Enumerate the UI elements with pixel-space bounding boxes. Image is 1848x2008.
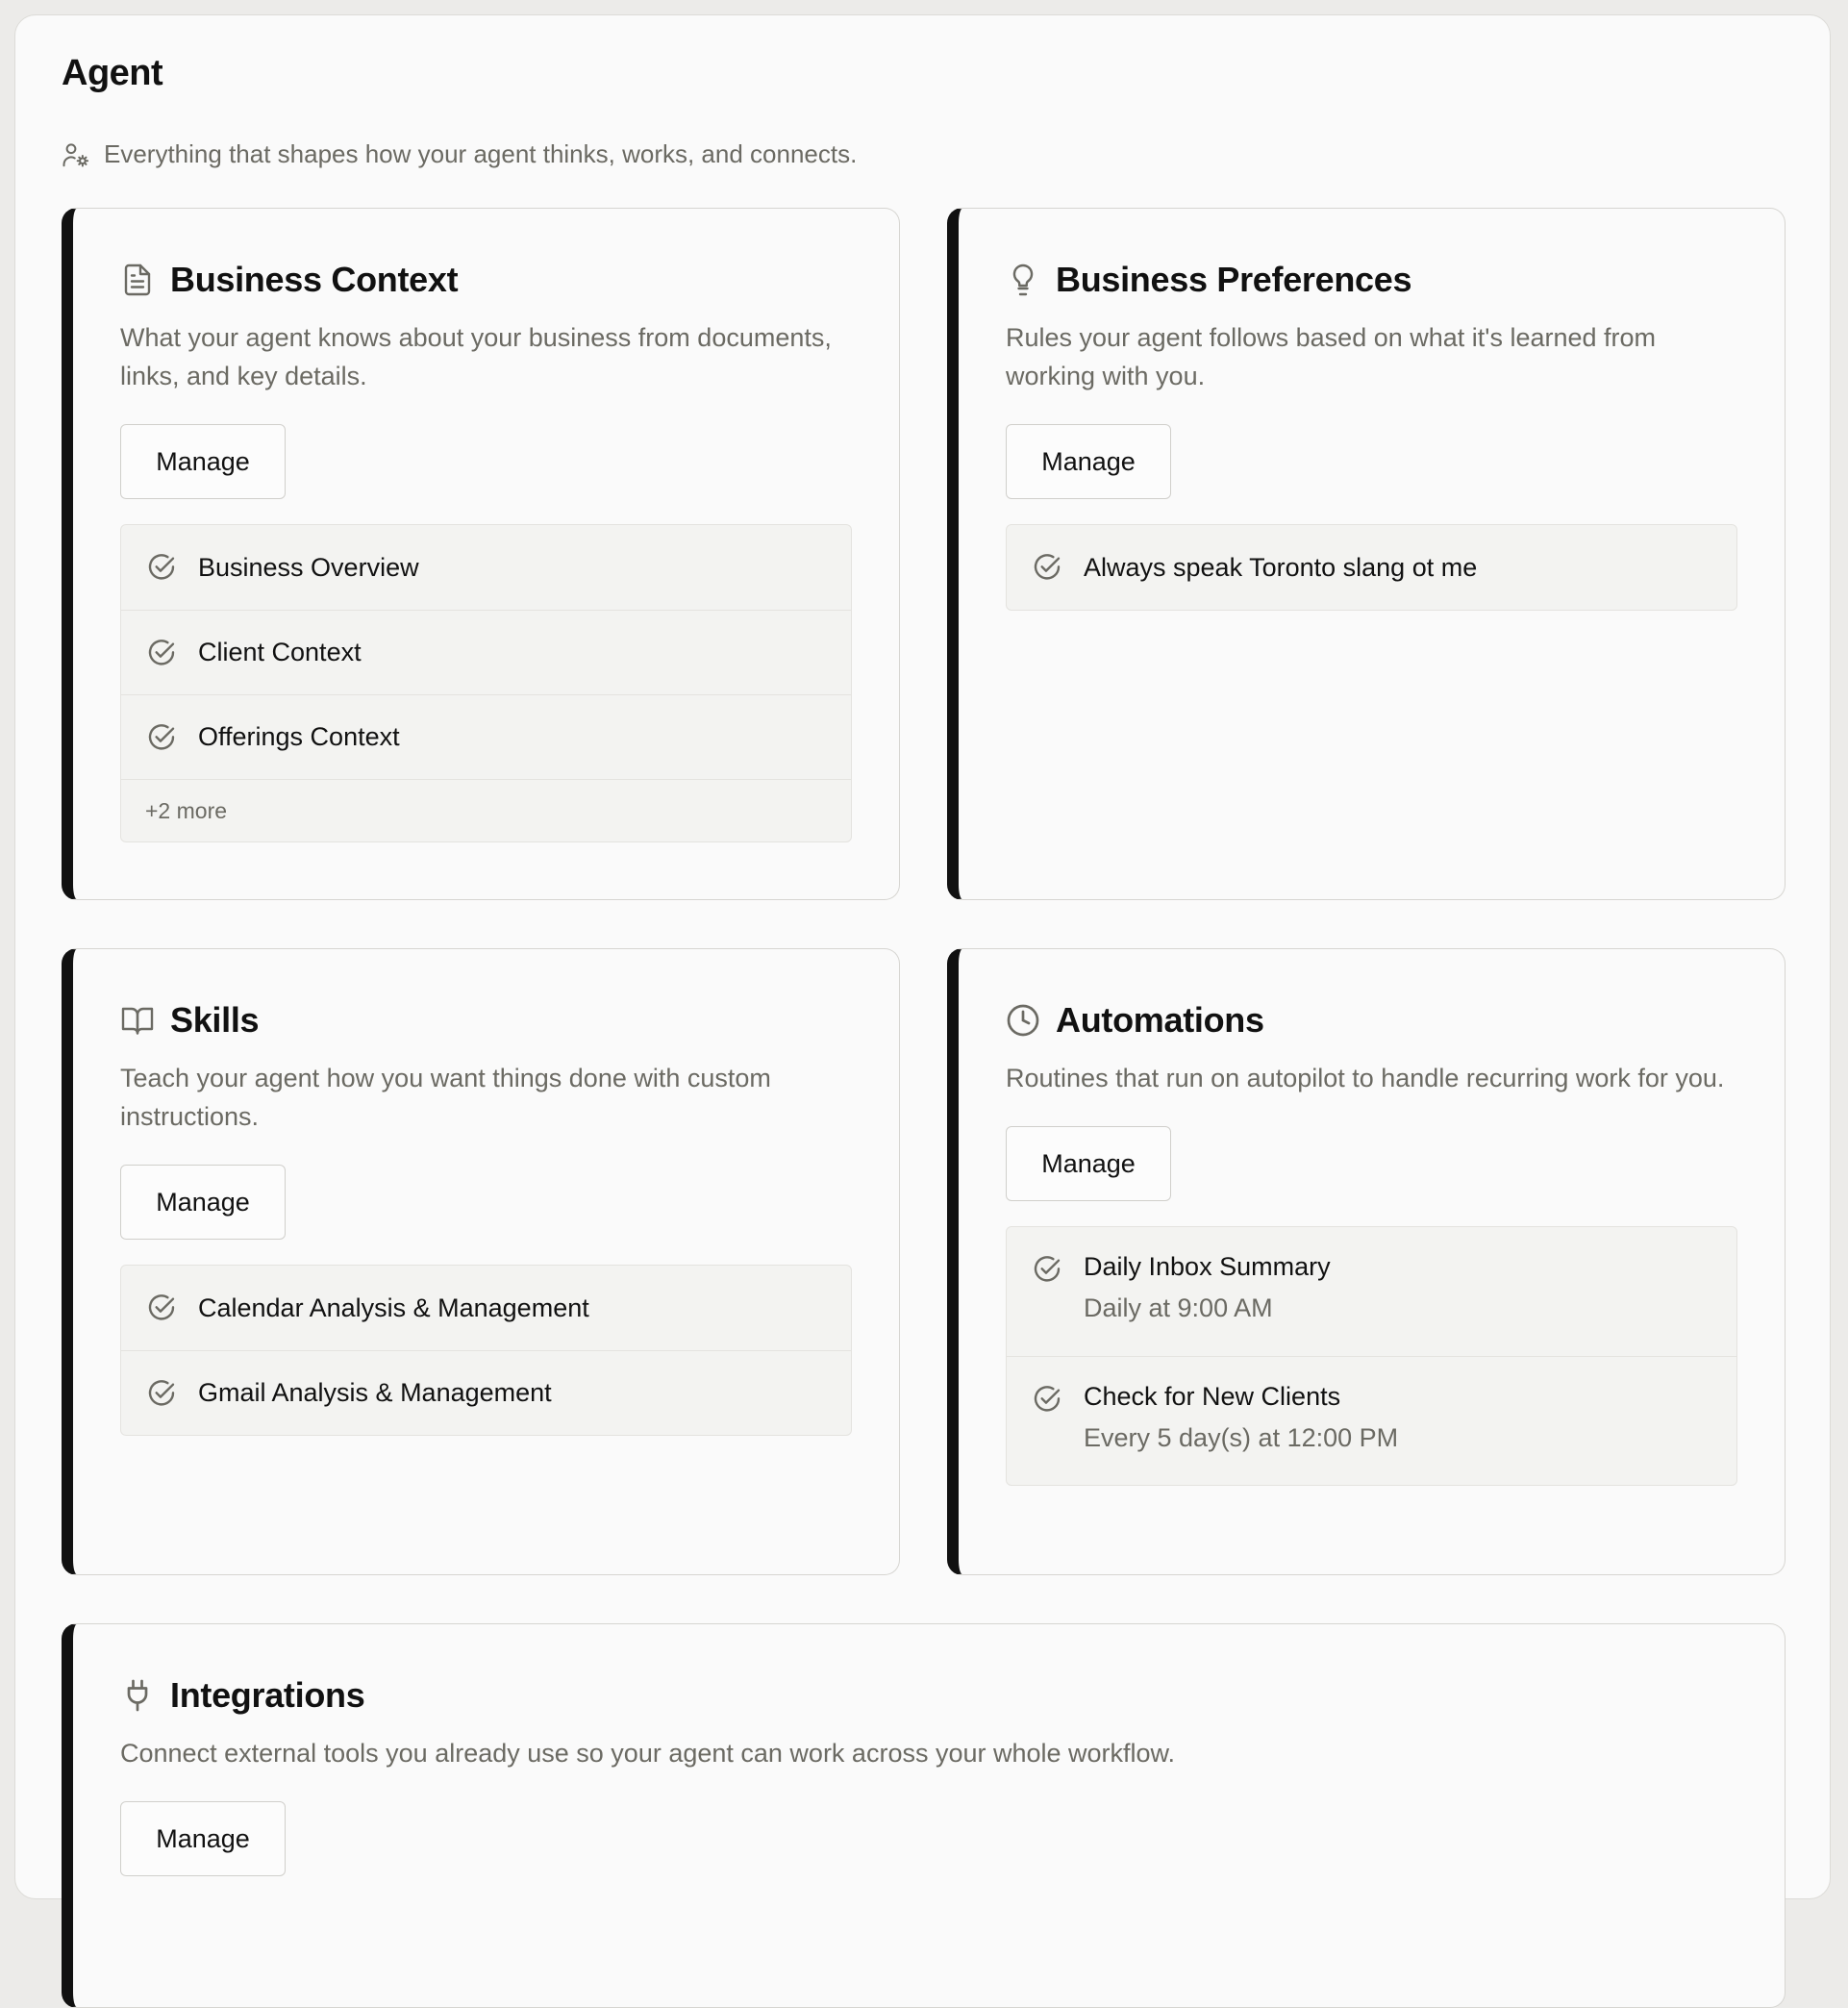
list-item[interactable] [121,1350,851,1435]
check-circle-icon [146,638,177,668]
manage-business-context-button[interactable]: Manage [120,424,286,499]
check-circle-icon [1032,552,1062,583]
item-label: Client Context [198,638,362,666]
list-item[interactable] [121,694,851,779]
list-item[interactable] [1007,525,1736,610]
manage-automations-button[interactable]: Manage [1006,1126,1171,1201]
list-item[interactable] [121,525,851,610]
lightbulb-icon [1006,263,1040,297]
skills-card [62,948,900,1575]
item-label: Offerings Context [198,722,400,751]
integrations-card [62,1623,1786,2008]
card-title: Business Preferences [1056,260,1412,299]
card-description: Connect external tools you already use so your agent can work across your whole workflow. [120,1739,1176,1768]
card-title: Business Context [170,260,459,299]
card-description: What your agent knows about your business from documents, links, and key details. [120,323,832,390]
card-title: Skills [170,1000,260,1040]
subtitle-text: Everything that shapes how your agent thinks, works, and connects. [104,139,858,168]
user-cog-icon [62,140,90,169]
item-label: Business Overview [198,552,419,582]
clock-icon [1006,1003,1040,1038]
skills-list [120,1265,852,1436]
card-description: Teach your agent how you want things done with custom instructions. [120,1064,771,1131]
card-title: Integrations [170,1675,365,1715]
automations-list [1006,1226,1737,1486]
plug-icon [120,1678,155,1713]
check-circle-icon [146,1293,177,1323]
business-preferences-card [947,208,1786,900]
card-title: Automations [1056,1000,1264,1040]
automation-name: Check for New Clients [1084,1382,1341,1411]
list-item[interactable] [1007,1356,1736,1485]
business-preferences-list [1006,524,1737,611]
page-subtitle [62,139,857,169]
item-label: Calendar Analysis & Management [198,1293,589,1322]
item-label: Always speak Toronto slang ot me [1084,552,1478,582]
check-circle-icon [1032,1384,1062,1415]
list-item[interactable] [121,1266,851,1350]
check-circle-icon [146,552,177,583]
manage-skills-button[interactable]: Manage [120,1165,286,1240]
manage-integrations-button[interactable]: Manage [120,1801,286,1876]
check-circle-icon [146,1378,177,1409]
automation-schedule: Daily at 9:00 AM [1084,1293,1273,1322]
list-item[interactable] [1007,1227,1736,1356]
manage-business-preferences-button[interactable]: Manage [1006,424,1171,499]
business-context-card [62,208,900,900]
page-title: Agent [62,53,163,93]
list-item[interactable] [121,610,851,694]
book-open-icon [120,1003,155,1038]
card-description: Rules your agent follows based on what it's learned from working with you. [1006,323,1657,390]
more-items-link[interactable]: +2 more [121,779,851,841]
automations-card [947,948,1786,1575]
automation-schedule: Every 5 day(s) at 12:00 PM [1084,1423,1399,1452]
card-description: Routines that run on autopilot to handle recurring work for you. [1006,1064,1725,1092]
automation-name: Daily Inbox Summary [1084,1252,1331,1281]
check-circle-icon [146,722,177,753]
file-text-icon [120,263,155,297]
check-circle-icon [1032,1254,1062,1285]
business-context-list [120,524,852,842]
item-label: Gmail Analysis & Management [198,1378,552,1407]
